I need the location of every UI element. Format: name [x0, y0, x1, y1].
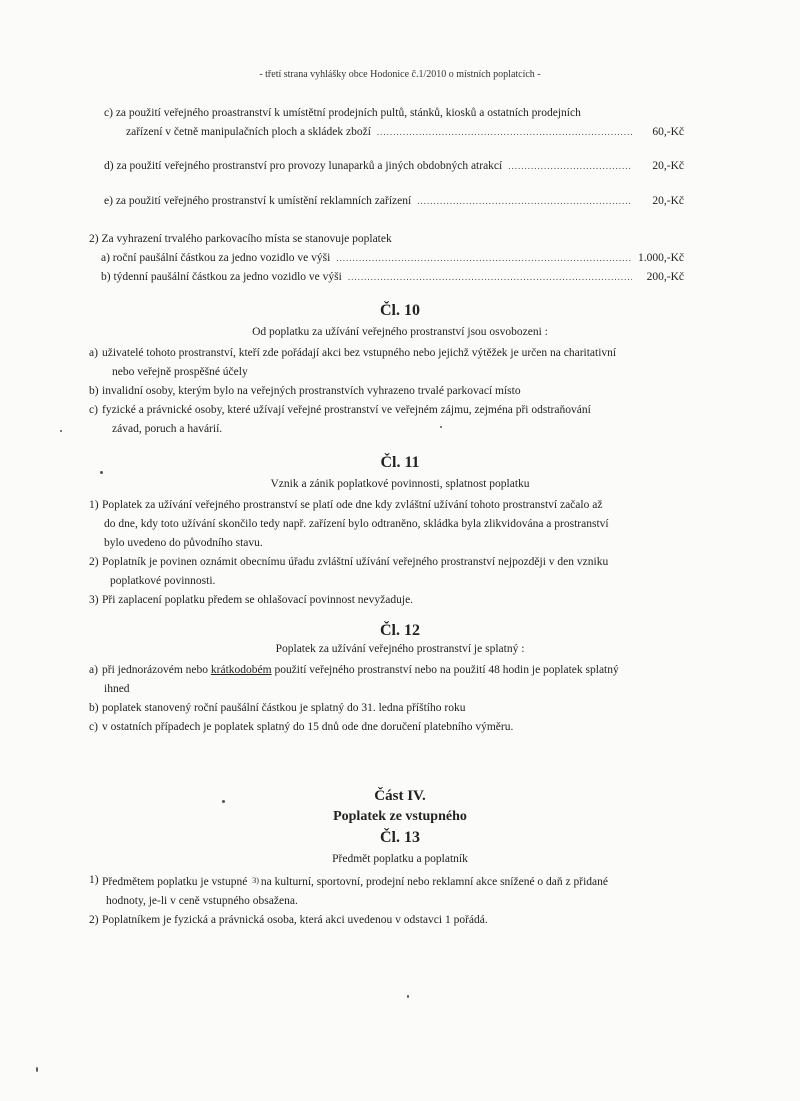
fee-text: d) za použití veřejného prostranství pro provozy lunaparků a jiných obdobných atrakcí [104, 160, 503, 172]
article-10-title: Čl. 10 [380, 302, 420, 319]
scan-speck [60, 430, 62, 432]
article-13-subtitle: Předmět poplatku a poplatník [332, 853, 468, 865]
leader-dots [336, 249, 632, 268]
list-item: 2) Poplatníkem je fyzická a právnická osoba, která akci uvedenou v odstavci 1 pořádá. [89, 914, 488, 926]
article-11-title: Čl. 11 [380, 454, 420, 471]
list-item: 3) Při zaplacení poplatku předem se ohlašovací povinnost nevyžaduje. [89, 594, 414, 606]
fee-row [104, 192, 684, 211]
fee-item-c [104, 104, 684, 142]
list-item: 1) Poplatek za užívání veřejného prostranství se platí ode dne kdy zvláštní užívání tohoto prostranství začalo až do dne, kdy toto užívání skončilo tedy např. zařízení bylo odtraněno, skládka byla zlikvidována a prostranství bylo uvedeno do původního stavu. [89, 499, 609, 549]
part-4-subtitle: Poplatek ze vstupného [333, 809, 467, 824]
article-11-subtitle: Vznik a zánik poplatkové povinnosti, splatnost poplatku [270, 478, 530, 490]
page-header: - třetí strana vyhlášky obce Hodonice č.1/2010 o místních poplatcích - [259, 69, 541, 80]
scan-speck [222, 800, 225, 803]
fee-text: zařízení v četně manipulačních ploch a skládek zboží [126, 126, 371, 138]
list-item: b) poplatek stanovený roční paušální částkou je splatný do 31. ledna příštího roku [89, 702, 466, 714]
part-4-title: Část IV. [374, 788, 426, 804]
article-10-subtitle: Od poplatku za užívání veřejného prostranství jsou osvobozeni : [252, 326, 548, 338]
parking-text: b) týdenní paušální částkou za jedno vozidlo ve výši [101, 271, 342, 283]
article-12-title: Čl. 12 [380, 622, 420, 639]
fee-row [104, 123, 684, 142]
parking-item [89, 268, 684, 287]
fee-item-e [104, 192, 684, 211]
leader-dots [377, 123, 632, 142]
fee-item-d [104, 157, 684, 176]
list-item: a) při jednorázovém nebo krátkodobém použití veřejného prostranství nebo na použití 48 hodin je poplatek splatný ihned [89, 664, 619, 695]
list-item: 2) Poplatník je povinen oznámit obecnímu úřadu zvláštní užívání veřejného prostranství nejpozději v den vzniku poplatkové povinnosti. [89, 556, 609, 587]
leader-dots [508, 157, 632, 176]
article-11-list [89, 496, 709, 610]
parking-text: a) roční paušální částkou za jedno vozidlo ve výši [101, 252, 331, 264]
list-item: c) fyzické a právnické osoby, které užívají veřejné prostranství ve veřejném zájmu, zejména při odstraňování závad, poruch a havárií. [89, 404, 591, 435]
article-13-title: Čl. 13 [380, 829, 420, 846]
article-13-list [89, 871, 709, 930]
list-item: 1) Předmětem poplatku je vstupné $^{3)}$ na kulturní, sportovní, prodejní nebo reklamní akce snížené o daň z přidané hodnoty, je-li v ceně vstupného obsažena. [89, 874, 609, 907]
list-item: b) invalidní osoby, kterým bylo na veřejných prostranstvích vyhrazeno trvalé parkovací místo [89, 385, 521, 397]
fee-amount: 20,-Kč [652, 195, 684, 207]
parking-intro: 2) Za vyhrazení trvalého parkovacího místa se stanovuje poplatek [89, 233, 392, 245]
scan-speck [36, 1067, 38, 1072]
fee-amount: 60,-Kč [652, 126, 684, 138]
leader-dots [417, 192, 632, 211]
parking-amount: 200,-Kč [646, 271, 684, 283]
fee-amount: 20,-Kč [652, 160, 684, 172]
list-item: c) v ostatních případech je poplatek splatný do 15 dnů ode dne doručení platebního výměru. [89, 721, 514, 733]
article-10-list [89, 344, 709, 439]
fee-text: c) za použití veřejného proastranství k umístětní prodejních pultů, stánků, kiosků a ostatních prodejních [104, 107, 581, 119]
leader-dots [348, 268, 632, 287]
parking-amount: 1.000,-Kč [638, 252, 684, 264]
scan-speck [440, 426, 442, 428]
fee-text: e) za použití veřejného prostranství k umístění reklamních zařízení [104, 195, 412, 207]
list-item: a) uživatelé tohoto prostranství, kteří zde pořádají akci bez vstupného nebo jejichž výtěžek je určen na charitativní nebo veřejně prospěšné účely [89, 347, 617, 378]
article-12-subtitle: Poplatek za užívání veřejného prostranství je splatný : [275, 643, 525, 655]
parking-item [89, 249, 684, 268]
article-12-list [89, 661, 709, 737]
fee-row [104, 157, 684, 176]
parking-section [89, 230, 684, 287]
scan-speck [100, 471, 103, 474]
scan-speck [407, 995, 409, 998]
